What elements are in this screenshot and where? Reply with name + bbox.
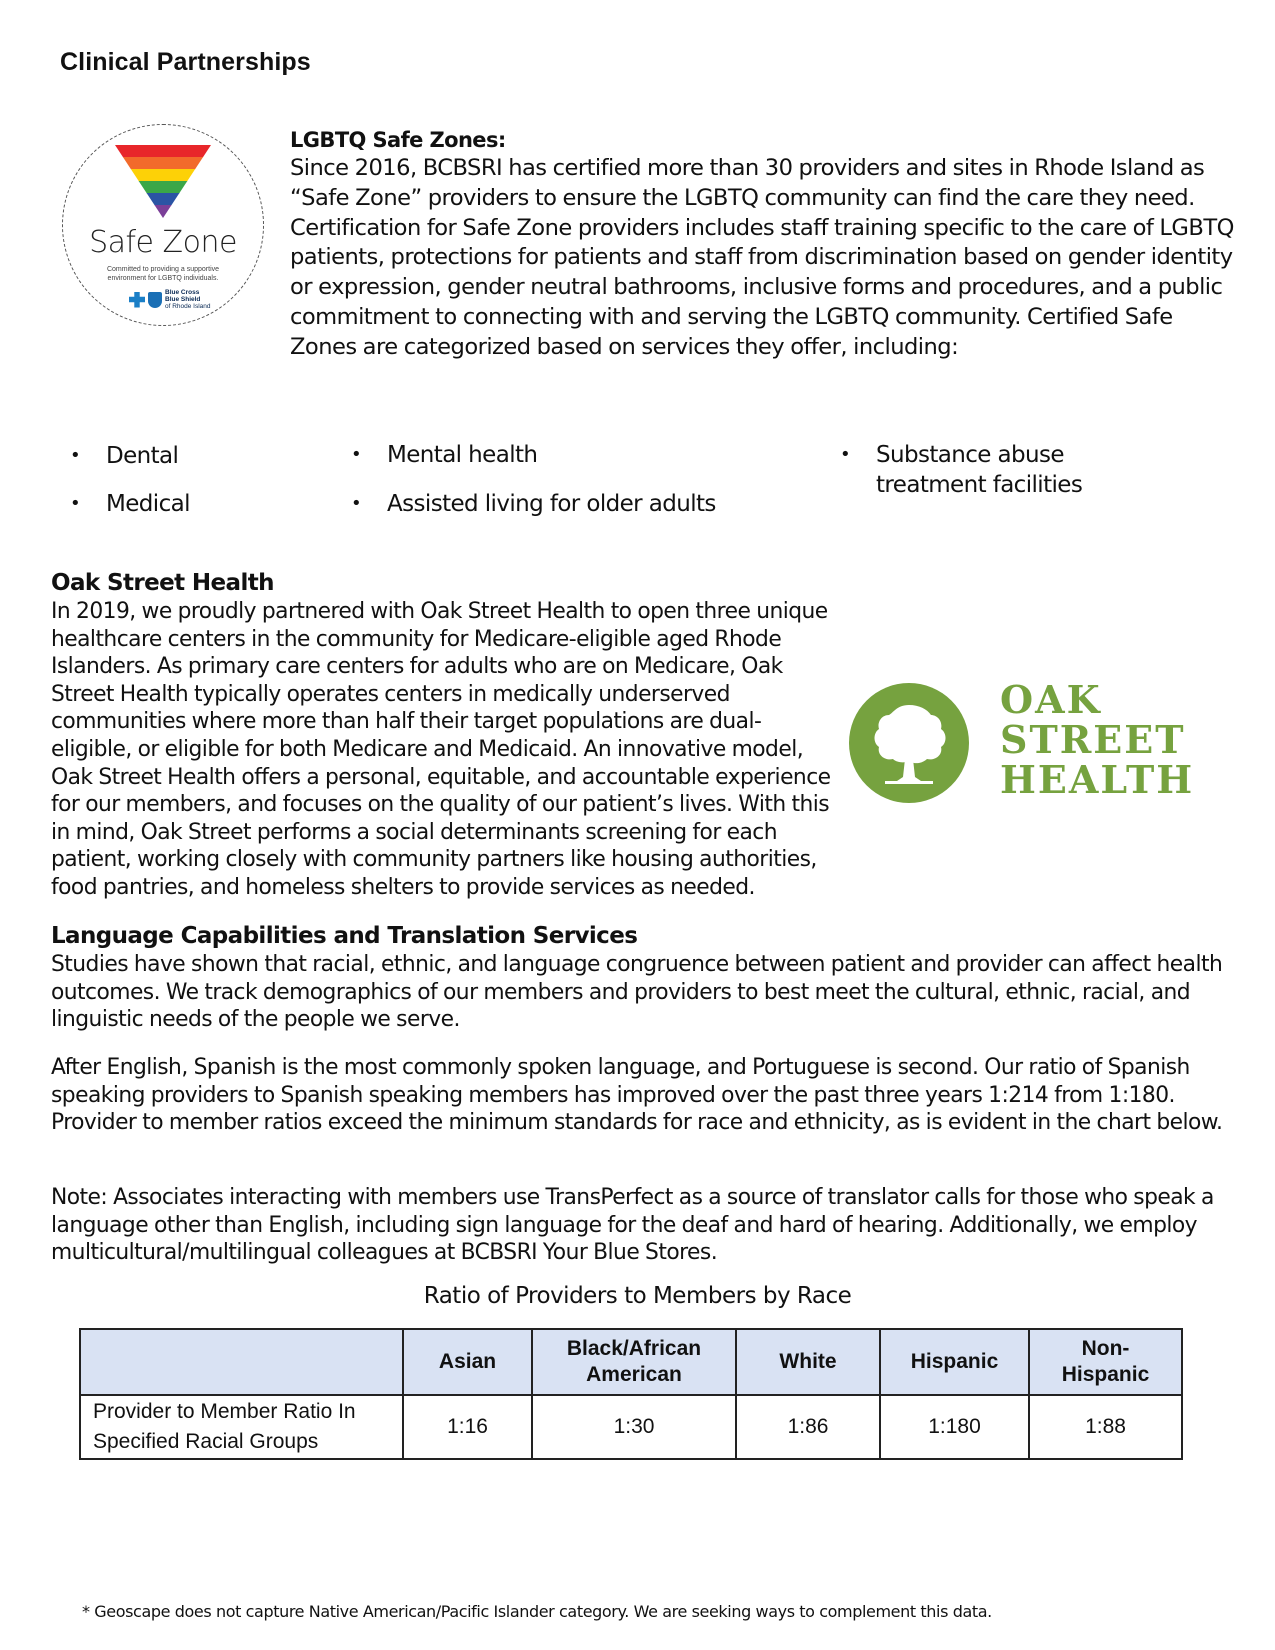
service-list-item bbox=[351, 440, 537, 470]
service-list-item bbox=[70, 489, 190, 519]
table-title: Ratio of Providers to Members by Race bbox=[423, 1283, 852, 1309]
service-list-item bbox=[70, 441, 178, 471]
service-list-item bbox=[351, 489, 716, 519]
table-cell: 1:180 bbox=[880, 1395, 1029, 1459]
service-label: Dental bbox=[106, 443, 179, 469]
table-header-cell bbox=[532, 1329, 736, 1395]
bullet-icon: • bbox=[70, 493, 81, 514]
safe-zone-heading: LGBTQ Safe Zones: bbox=[290, 128, 506, 152]
wordmark-line: OAK bbox=[1000, 677, 1102, 722]
blue-shield-icon bbox=[148, 292, 162, 308]
row-label bbox=[80, 1395, 403, 1459]
wordmark-line: STREET bbox=[1000, 717, 1186, 762]
bcbs-wordmark bbox=[165, 289, 211, 310]
safe-zone-badge-logo bbox=[62, 124, 264, 326]
table-header-cell bbox=[1029, 1329, 1182, 1395]
header-text: Black/African American bbox=[566, 1337, 702, 1386]
row-label-text: Provider to Member Ratio In Specified Racial Groups bbox=[93, 1400, 356, 1453]
table-cell: 1:88 bbox=[1029, 1395, 1182, 1459]
language-paragraph: Studies have shown that racial, ethnic, and language congruence between patient and provider can affect health outcomes. We track demographics of our members and providers to best meet the cultural, ethnic, racial, and linguistic needs of the people we serve. bbox=[51, 952, 1223, 1033]
service-label: Mental health bbox=[387, 442, 538, 468]
bullet-icon: • bbox=[840, 444, 851, 465]
oak-street-health-wordmark bbox=[1000, 677, 1195, 802]
page-title: Clinical Partnerships bbox=[60, 48, 311, 76]
bcbs-line: Blue Shield bbox=[165, 296, 201, 303]
wordmark-line: HEALTH bbox=[1000, 757, 1195, 802]
table-header-cell: Hispanic bbox=[880, 1329, 1029, 1395]
table-cell: 1:16 bbox=[403, 1395, 532, 1459]
blue-cross-icon bbox=[129, 292, 145, 308]
bcbs-line: Blue Cross bbox=[165, 289, 200, 296]
language-heading: Language Capabilities and Translation Services bbox=[51, 923, 638, 949]
bullet-icon: • bbox=[70, 445, 81, 466]
ratio-table bbox=[79, 1328, 1183, 1460]
bcbs-logo bbox=[129, 289, 211, 310]
bullet-icon: • bbox=[351, 444, 362, 465]
badge-subtitle-line: environment for LGBTQ individuals. bbox=[107, 275, 219, 282]
badge-subtitle bbox=[63, 265, 263, 283]
service-label: Assisted living for older adults bbox=[387, 491, 716, 517]
table-header-cell: White bbox=[736, 1329, 880, 1395]
bcbs-line: of Rhode Island bbox=[165, 303, 211, 310]
bullet-icon: • bbox=[351, 493, 362, 514]
table-header-cell: Asian bbox=[403, 1329, 532, 1395]
language-paragraph: After English, Spanish is the most commonly spoken language, and Portuguese is second. Our ratio of Spanish speaking providers to Spanish speaking members has improved over the past three years 1:214 from 1:180. Provider to member ratios exceed the minimum standards for race and ethnicity, as is evident in the chart below. bbox=[51, 1055, 1223, 1136]
footnote: * Geoscape does not capture Native American/Pacific Islander category. We are seeking ways to complement this data. bbox=[82, 1602, 992, 1621]
table-header-cell bbox=[80, 1329, 403, 1395]
table-cell: 1:30 bbox=[532, 1395, 736, 1459]
safe-zone-section bbox=[290, 126, 1240, 363]
safe-zone-body: Since 2016, BCBSRI has certified more than 30 providers and sites in Rhode Island as “Safe Zone” providers to ensure the LGBTQ community can find the care they need. Certification for Safe Zone providers includes staff training specific to the care of LGBTQ patients, protections for patients and staff from discrimination based on gender identity or expression, gender neutral bathrooms, inclusive forms and procedures, and a public commitment to connecting with and serving the LGBTQ community. Certified Safe Zones are categorized based on services they offer, including: bbox=[290, 155, 1234, 360]
header-text: Non-Hispanic bbox=[1061, 1337, 1150, 1386]
table-header-row bbox=[80, 1329, 1182, 1395]
table-cell: 1:86 bbox=[736, 1395, 880, 1459]
table-row bbox=[80, 1395, 1182, 1459]
tree-icon bbox=[849, 683, 969, 803]
badge-subtitle-line: Committed to providing a supportive bbox=[106, 266, 220, 273]
language-paragraph: Note: Associates interacting with members use TransPerfect as a source of translator calls for those who speak a language other than English, including sign language for the deaf and hard of hearing. Additionally, we employ multicultural/multilingual colleagues at BCBSRI Your Blue Stores. bbox=[51, 1185, 1214, 1266]
service-label: Substance abuse treatment facilities bbox=[876, 442, 1083, 498]
oak-street-heading: Oak Street Health bbox=[51, 570, 274, 596]
service-label: Medical bbox=[106, 491, 190, 517]
badge-title: Safe Zone bbox=[89, 225, 237, 260]
oak-street-body: In 2019, we proudly partnered with Oak Street Health to open three unique healthcare centers in the community for Medicare-eligible aged Rhode Islanders. As primary care centers for adults who are on Medicare, Oak Street Health typically operates centers in medically underserved communities where more than half their target populations are dual-eligible, or eligible for both Medicare and Medicaid. An innovative model, Oak Street Health offers a personal, equitable, and accountable experience for our members, and focuses on the quality of our patient’s lives. With this in mind, Oak Street performs a social determinants screening for each patient, working closely with community partners like housing authorities, food pantries, and homeless shelters to provide services as needed. bbox=[51, 599, 831, 900]
oak-tree-logo-icon bbox=[849, 683, 969, 803]
service-list-item bbox=[840, 440, 1100, 500]
